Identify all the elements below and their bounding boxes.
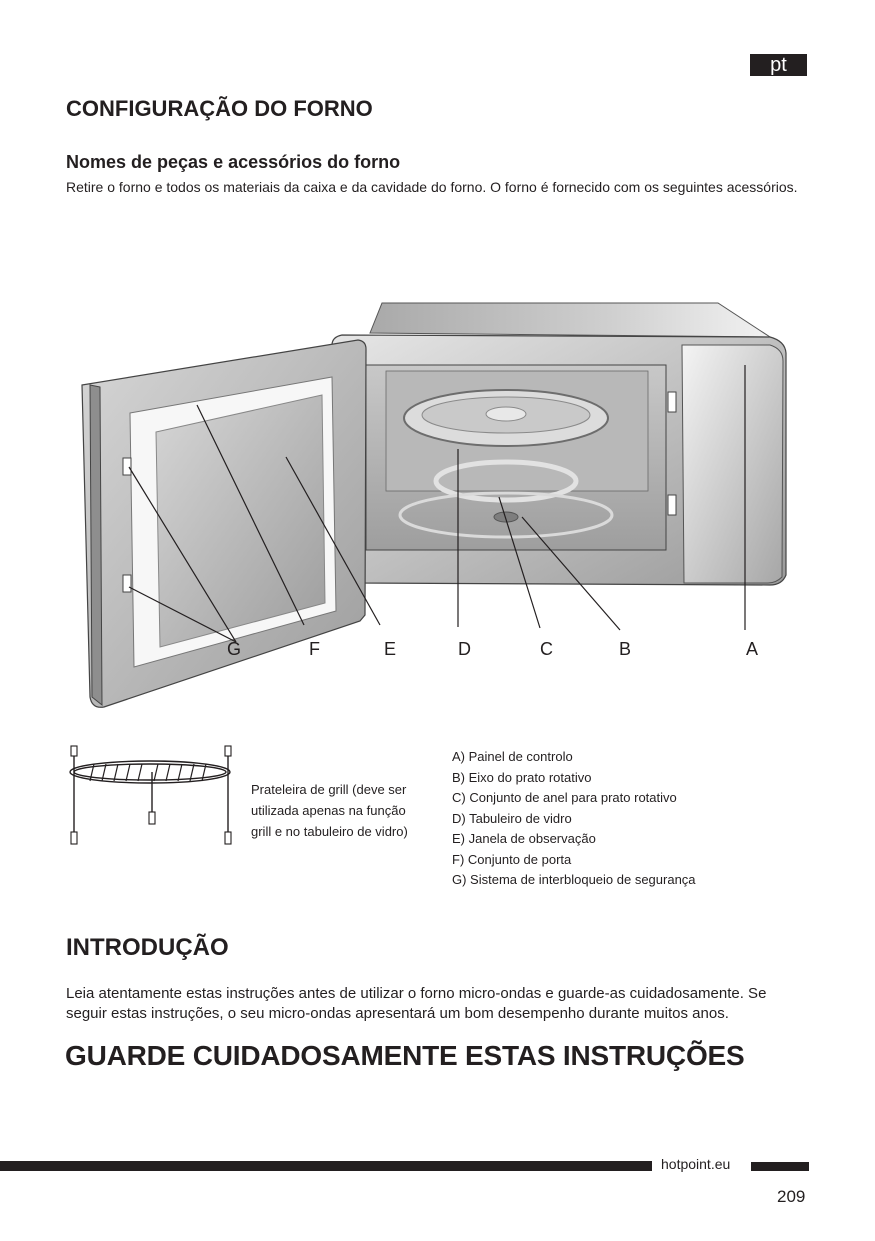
list-item: F) Conjunto de porta (452, 851, 572, 867)
section-subtitle: Nomes de peças e acessórios do forno (66, 152, 401, 172)
introduction-text: Leia atentamente estas instruções antes de utilizar o forno micro-ondas e guarde-as cuidadosamente. Se seguir estas instruções, o seu micro-ondas apresentará um bom desempenho durante muitos anos. (66, 985, 767, 1022)
list-item: G) Sistema de interbloqueio de segurança (452, 872, 696, 887)
label-e: E (384, 639, 397, 659)
control-panel (682, 345, 783, 583)
list-item: A) Painel de controlo (452, 749, 573, 764)
section-paragraph: Retire o forno e todos os materiais da caixa e da cavidade do forno. O forno é fornecido com os seguintes acessórios. (66, 179, 798, 195)
parts-list (452, 747, 696, 891)
label-c: C (540, 639, 553, 659)
viewing-window (156, 395, 325, 647)
label-b: B (619, 639, 632, 659)
interlock-hook-bottom (123, 575, 131, 592)
list-item: E) Janela de observação (452, 831, 596, 846)
list-item: D) Tabuleiro de vidro (452, 810, 572, 826)
list-item: C) Conjunto de anel para prato rotativo (452, 790, 677, 805)
keep-instructions-heading: GUARDE CUIDADOSAMENTE ESTAS INSTRUÇÕES (65, 1040, 745, 1071)
list-item: B) Eixo do prato rotativo (452, 769, 592, 785)
footer-brand: hotpoint.eu (661, 1156, 731, 1172)
microwave-diagram (70, 295, 800, 715)
label-a: A (746, 639, 759, 659)
rack-caption: Prateleira de grill (deve ser utilizada apenas na função grill e no tabuleiro de vidro) (251, 782, 408, 839)
footer-rule-right (751, 1162, 809, 1171)
label-f: F (309, 639, 320, 659)
label-d: D (458, 639, 471, 659)
latch-slot-bottom (668, 495, 676, 515)
page-number: 209 (777, 1187, 806, 1206)
label-g: G (227, 639, 242, 659)
latch-slot-top (668, 392, 676, 412)
language-badge: pt (750, 54, 807, 76)
interlock-hook-top (123, 458, 131, 475)
grill-rack-illustration (60, 742, 240, 852)
introduction-title: INTRODUÇÃO (66, 934, 229, 961)
oven-top (370, 303, 770, 337)
footer-rule-left (0, 1161, 652, 1171)
section-title: CONFIGURAÇÃO DO FORNO (66, 96, 373, 121)
